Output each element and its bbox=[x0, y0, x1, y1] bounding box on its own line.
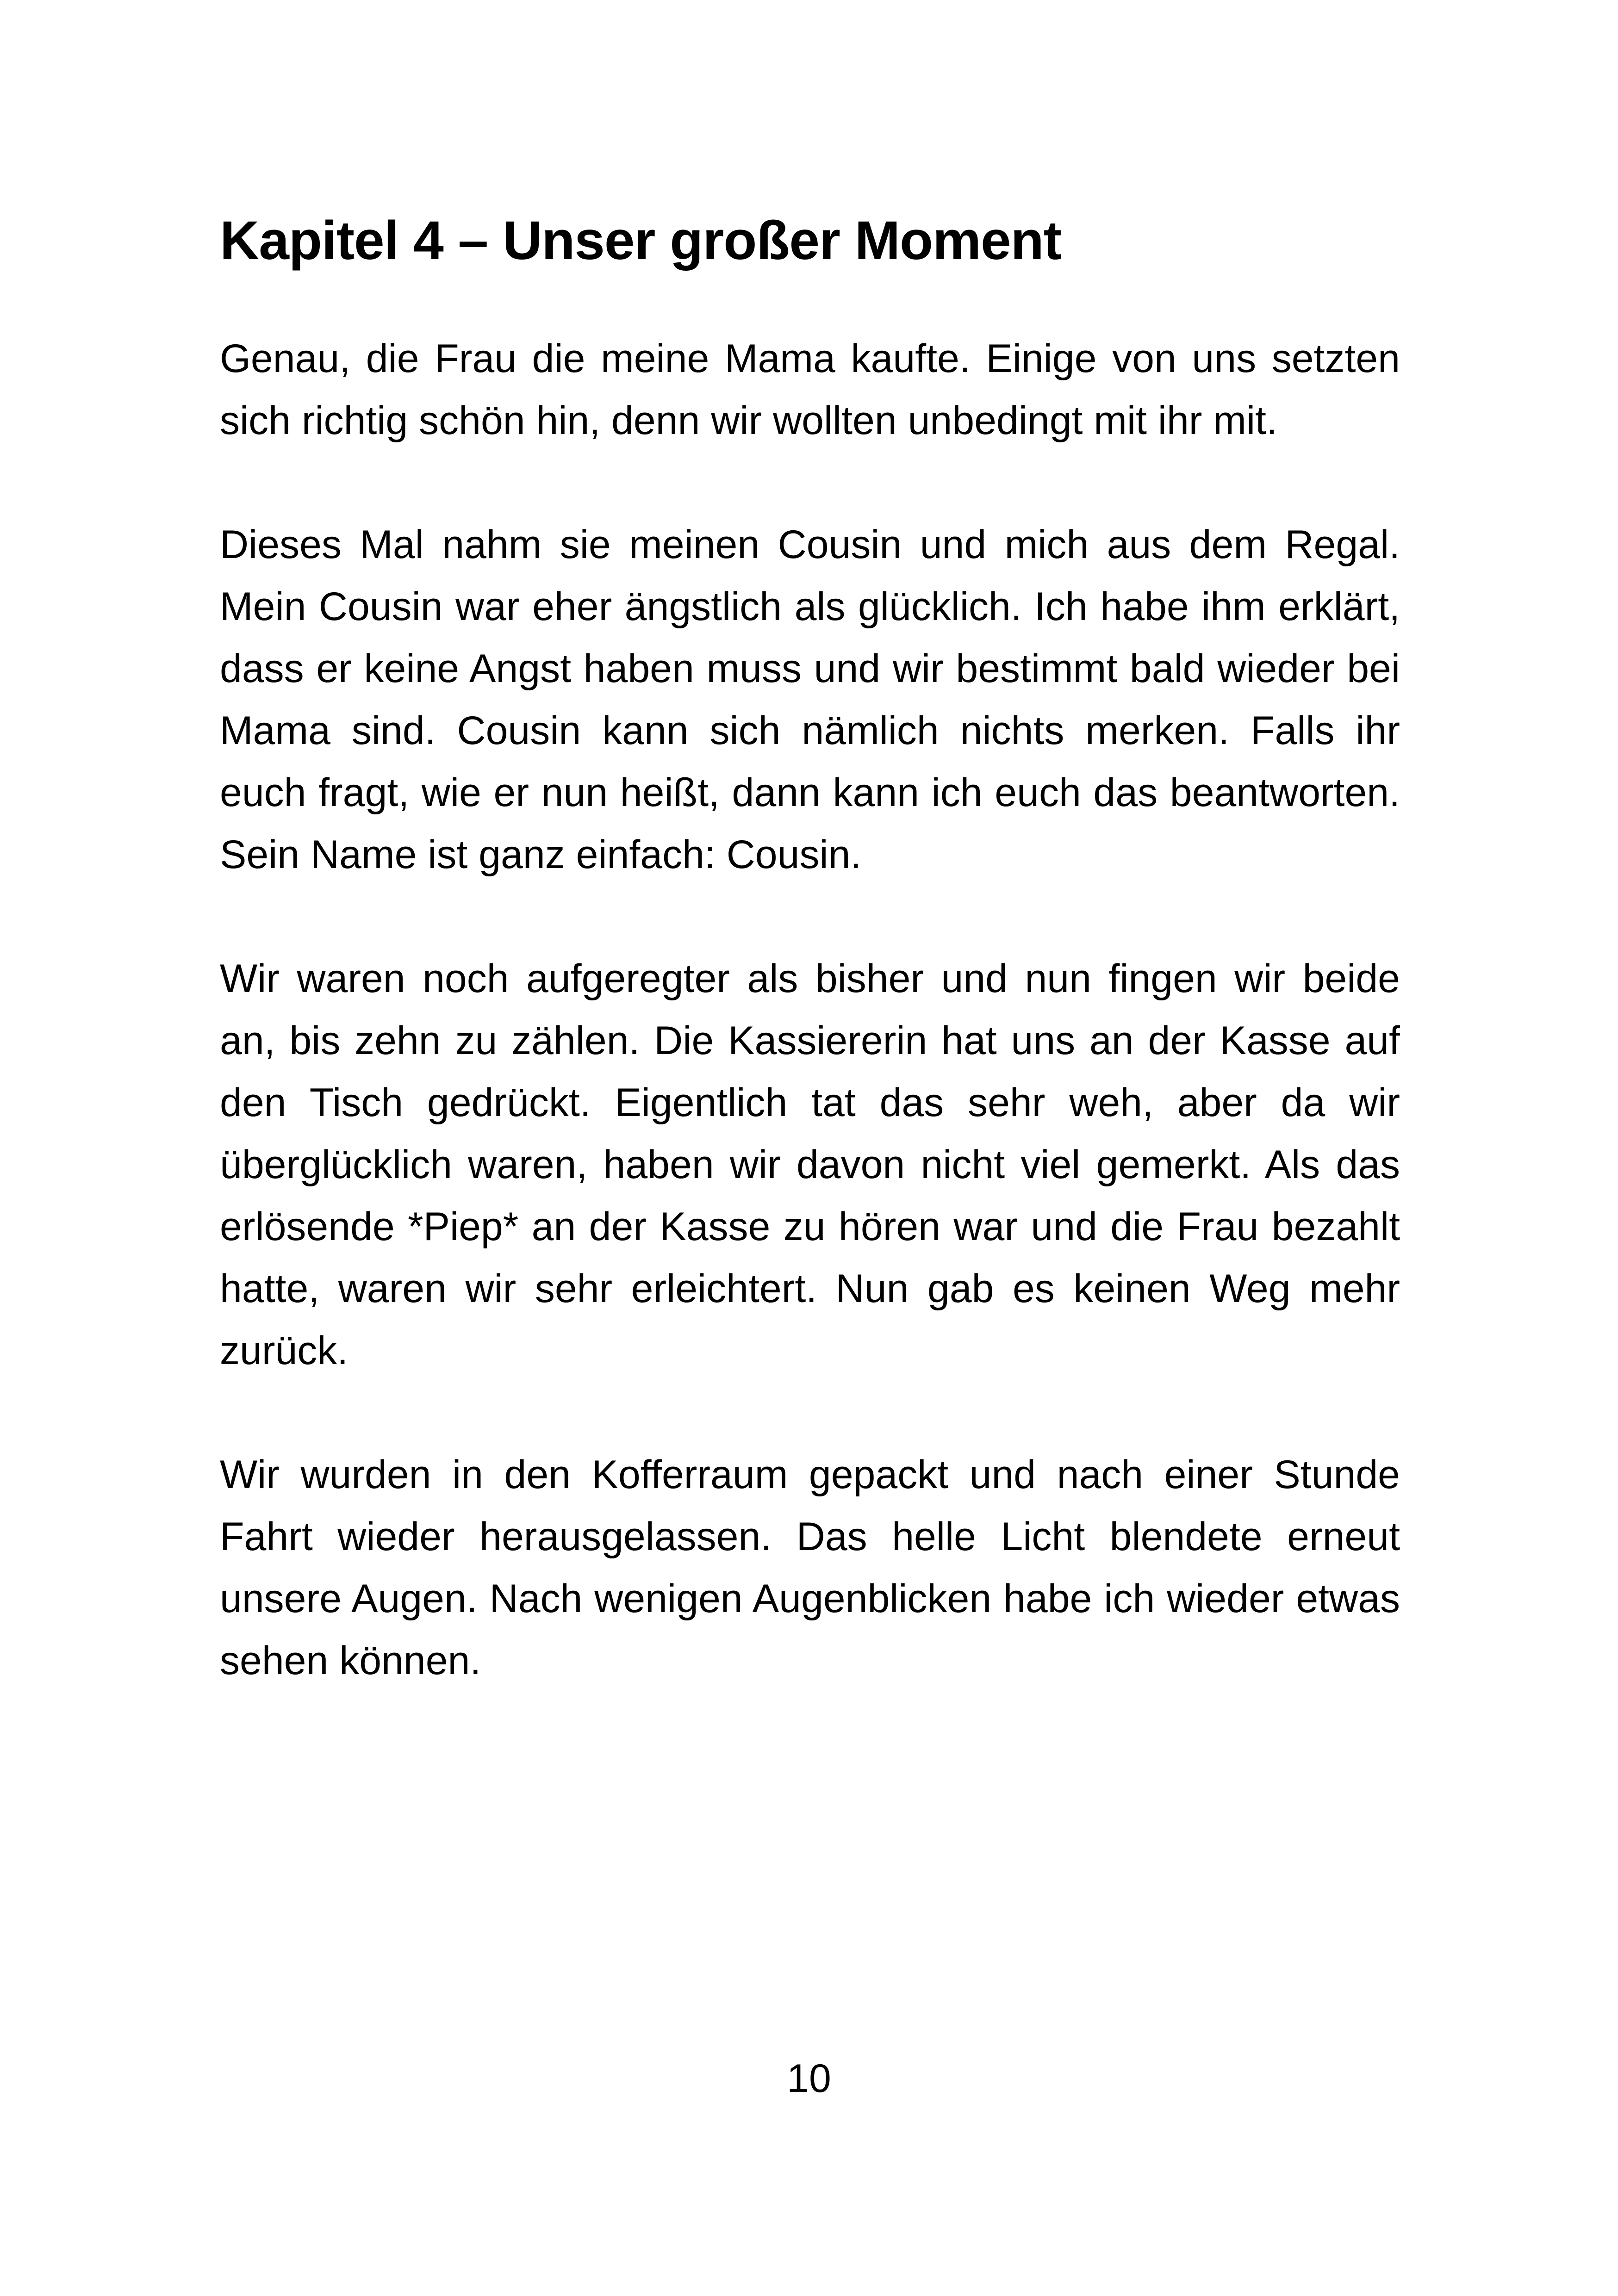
paragraph-1: Genau, die Frau die meine Mama kaufte. Einige von uns setzten sich richtig schön hin, denn wir wollten unbedingt mit ihr mit. bbox=[220, 336, 1400, 443]
chapter-title: Kapitel 4 – Unser großer Moment bbox=[220, 210, 1062, 271]
paragraph-3: Wir waren noch aufgeregter als bisher und nun fingen wir beide an, bis zehn zu zählen. Die Kassiererin hat uns an der Kasse auf den Tisch gedrückt. Eigentlich tat das sehr weh, aber da wir überglücklich waren, haben wir davon nicht viel gemerkt. Als das erlösende *Piep* an der Kasse zu hören war und die Frau bezahlt hatte, waren wir sehr erleichtert. Nun gab es keinen Weg mehr zurück. bbox=[220, 956, 1400, 1373]
paragraph-2: Dieses Mal nahm sie meinen Cousin und mich aus dem Regal. Mein Cousin war eher ängstlich als glücklich. Ich habe ihm erklärt, dass er keine Angst haben muss und wir bestimmt bald wieder bei Mama sind. Cousin kann sich nämlich nichts merken. Falls ihr euch fragt, wie er nun heißt, dann kann ich euch das beantworten. Sein Name ist ganz einfach: Cousin. bbox=[220, 522, 1400, 877]
page-content bbox=[220, 204, 1400, 1692]
paragraph-4: Wir wurden in den Kofferraum gepackt und nach einer Stunde Fahrt wieder herausgelassen. Das helle Licht blendete erneut unsere Augen. Nach wenigen Augenblicken habe ich wieder etwas sehen können. bbox=[220, 1452, 1400, 1683]
page-number: 10 bbox=[787, 2056, 831, 2101]
